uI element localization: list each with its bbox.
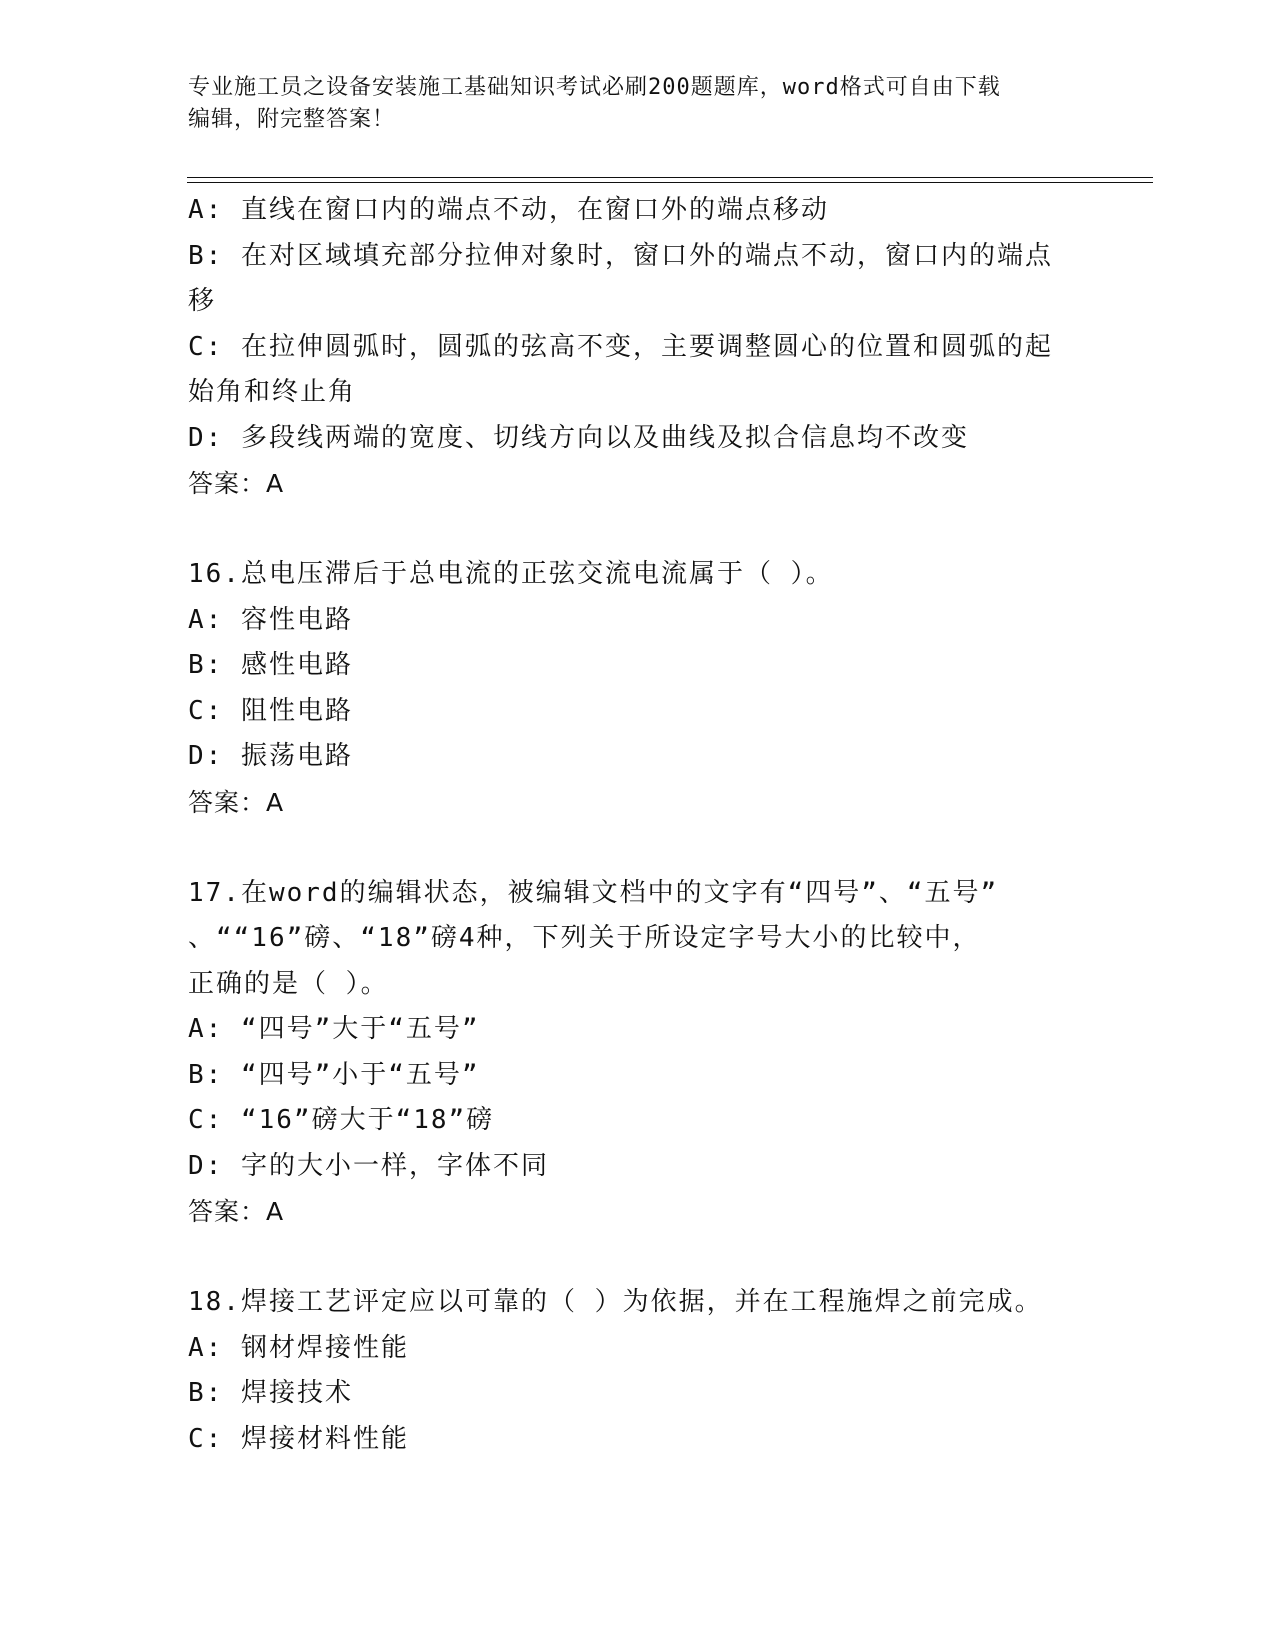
option-d: D: 多段线两端的宽度、切线方向以及曲线及拟合信息均不改变 — [188, 422, 969, 453]
option-d: D: 字的大小一样，字体不同 — [188, 1150, 549, 1181]
option-b: B: 感性电路 — [188, 650, 353, 680]
option-a: A: 容性电路 — [188, 604, 353, 635]
header-divider-top — [187, 177, 1153, 178]
option-b-line-2: 移 — [188, 286, 217, 316]
document-header — [188, 72, 1068, 136]
option-c-line-1: C: 在拉伸圆弧时，圆弧的弦高不变，主要调整圆心的位置和圆弧的起 — [188, 331, 1053, 362]
option-a: A: 钢材焊接性能 — [188, 1332, 409, 1363]
option-c: C: 焊接材料性能 — [188, 1423, 409, 1454]
header-title-line-1: 专业施工员之设备安装施工基础知识考试必刷200题题库，word格式可自由下载 — [188, 75, 1001, 100]
option-b-line-1: B: 在对区域填充部分拉伸对象时，窗口外的端点不动，窗口内的端点 — [188, 240, 1053, 271]
option-d: D: 振荡电路 — [188, 741, 353, 771]
spacer — [188, 1235, 1088, 1281]
option-c-line-2: 始角和终止角 — [188, 377, 357, 407]
spacer — [188, 825, 1088, 871]
question-stem-line-3: 正确的是（ ）。 — [188, 968, 389, 999]
question-list — [188, 188, 1088, 1462]
answer: 答案：A — [188, 787, 285, 817]
option-b: B: “四号”小于“五号” — [188, 1059, 480, 1090]
question-stem-line-1: 17.在word的编辑状态，被编辑文档中的文字有“四号”、“五号” — [188, 877, 999, 908]
question-stem: 16.总电压滞后于总电流的正弦交流电流属于（ ）。 — [188, 559, 834, 589]
header-divider-bottom — [187, 182, 1153, 183]
header-title-line-2: 编辑，附完整答案！ — [188, 107, 396, 132]
option-a: A: 直线在窗口内的端点不动，在窗口外的端点移动 — [188, 195, 829, 225]
option-b: B: 焊接技术 — [188, 1378, 353, 1408]
question-18 — [188, 1280, 1088, 1462]
question-16 — [188, 552, 1088, 825]
answer: 答案：A — [188, 1197, 285, 1226]
question-stem-line-2: 、““16”磅、“18”磅4种，下列关于所设定字号大小的比较中， — [188, 923, 981, 953]
spacer — [188, 507, 1088, 553]
answer: 答案：A — [188, 469, 285, 498]
question-stem: 18.焊接工艺评定应以可靠的（ ）为依据，并在工程施焊之前完成。 — [188, 1287, 1043, 1317]
question-17 — [188, 871, 1088, 1235]
option-c: C: “16”磅大于“18”磅 — [188, 1105, 495, 1135]
option-a: A: “四号”大于“五号” — [188, 1014, 480, 1044]
option-c: C: 阻性电路 — [188, 695, 353, 726]
question-15 — [188, 188, 1088, 507]
